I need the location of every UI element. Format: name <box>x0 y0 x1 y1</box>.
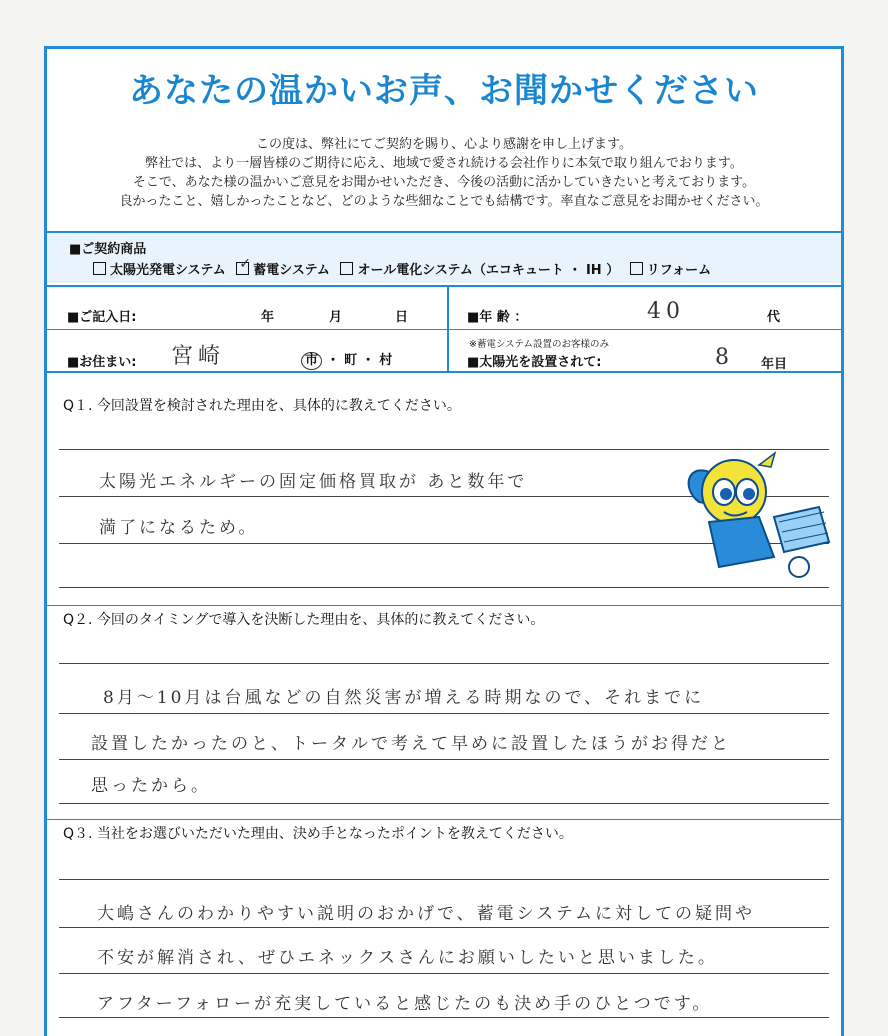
solar-label: ■太陽光を設置されて: <box>467 355 602 370</box>
option-reform: リフォーム <box>646 263 712 278</box>
answer-3-line-2[interactable]: 不安が解消され、ぜひエネックスさんにお願いしたいと思いました。 <box>97 948 718 968</box>
checkbox-solar[interactable] <box>93 262 106 275</box>
intro-line: 弊社では、より一層皆様のご期待に応え、地域で愛され続ける会社作りに本気で取り組んでおります。 <box>145 156 743 171</box>
divider <box>47 605 841 606</box>
village-option[interactable]: 村 <box>379 353 393 368</box>
separator: ・ <box>326 353 340 368</box>
city-option-selected[interactable]: 市 <box>301 352 322 370</box>
date-year: 年 <box>261 310 275 325</box>
divider <box>47 285 841 287</box>
divider <box>47 371 841 373</box>
address-suffix <box>301 349 392 370</box>
contract-heading: ■ご契約商品 <box>69 242 147 257</box>
contract-options <box>87 256 712 278</box>
checkbox-storage[interactable] <box>236 256 251 275</box>
divider <box>47 231 841 233</box>
answer-rule <box>59 587 829 588</box>
solar-years-value[interactable]: 8 <box>715 345 734 370</box>
answer-rule <box>59 759 829 760</box>
answer-rule <box>59 803 829 804</box>
answer-rule <box>59 927 829 928</box>
town-option[interactable]: 町 <box>344 353 358 368</box>
answer-rule <box>59 1017 829 1018</box>
answer-1-line-2[interactable]: 満了になるため。 <box>99 518 259 538</box>
divider <box>47 329 841 330</box>
answer-2-line-3[interactable]: 思ったから。 <box>91 776 211 796</box>
date-day: 日 <box>395 310 409 325</box>
check-mark-icon: ✓ <box>239 256 251 272</box>
age-unit: 代 <box>767 310 781 325</box>
age-value[interactable]: 40 <box>647 299 685 324</box>
date-month: 月 <box>329 310 343 325</box>
option-solar: 太陽光発電システム <box>110 263 226 278</box>
option-storage: 蓄電システム <box>253 263 330 278</box>
divider <box>447 285 449 371</box>
question-1: Q１. 今回設置を検討された理由を、具体的に教えてください。 <box>63 398 461 414</box>
survey-sheet <box>44 46 844 1036</box>
solar-note: ※蓄電システム設置のお客様のみ <box>469 339 610 350</box>
answer-2-line-2[interactable]: 設置したかったのと、トータルで考えて早めに設置したほうがお得だと <box>91 734 731 754</box>
intro-line: そこで、あなた様の温かいご意見をお聞かせいただき、今後の活動に活かしていきたいと考えております。 <box>132 175 756 190</box>
question-2: Q２. 今回のタイミングで導入を決断した理由を、具体的に教えてください。 <box>63 612 545 628</box>
checkbox-reform[interactable] <box>630 262 643 275</box>
answer-3-line-3[interactable]: アフターフォローが充実していると感じたのも決め手のひとつです。 <box>97 994 713 1014</box>
page-title: あなたの温かいお声、お聞かせください <box>129 71 759 111</box>
answer-1-line-1[interactable]: 太陽光エネルギーの固定価格買取が あと数年で <box>99 472 528 492</box>
answer-2-line-1[interactable]: 8月～10月は台風などの自然災害が増える時期なので、それまでに <box>103 688 705 708</box>
solar-years-unit: 年目 <box>761 357 788 372</box>
intro-line: 良かったこと、嬉しかったことなど、どのような些細なことでも結構です。率直なご意見をお聞かせください。 <box>119 194 769 209</box>
divider <box>47 819 841 820</box>
mascot-illustration <box>679 447 839 582</box>
address-label: ■お住まい: <box>67 355 137 370</box>
answer-rule <box>59 879 829 880</box>
date-label: ■ご記入日: <box>67 310 137 325</box>
answer-rule <box>59 713 829 714</box>
separator: ・ <box>361 353 375 368</box>
checkbox-all-electric[interactable] <box>340 262 353 275</box>
option-all-electric: オール電化システム（エコキュート ・ IH ） <box>357 263 620 278</box>
intro-text <box>47 135 841 211</box>
answer-rule <box>59 663 829 664</box>
address-value[interactable]: 宮崎 <box>171 344 226 369</box>
answer-rule <box>59 973 829 974</box>
intro-line: この度は、弊社にてご契約を賜り、心より感謝を申し上げます。 <box>256 137 632 152</box>
question-3: Q３. 当社をお選びいただいた理由、決め手となったポイントを教えてください。 <box>63 826 573 842</box>
answer-3-line-1[interactable]: 大嶋さんのわかりやすい説明のおかげで、蓄電システムに対しての疑問や <box>97 904 755 924</box>
age-label: ■年 齢 ： <box>467 310 528 325</box>
